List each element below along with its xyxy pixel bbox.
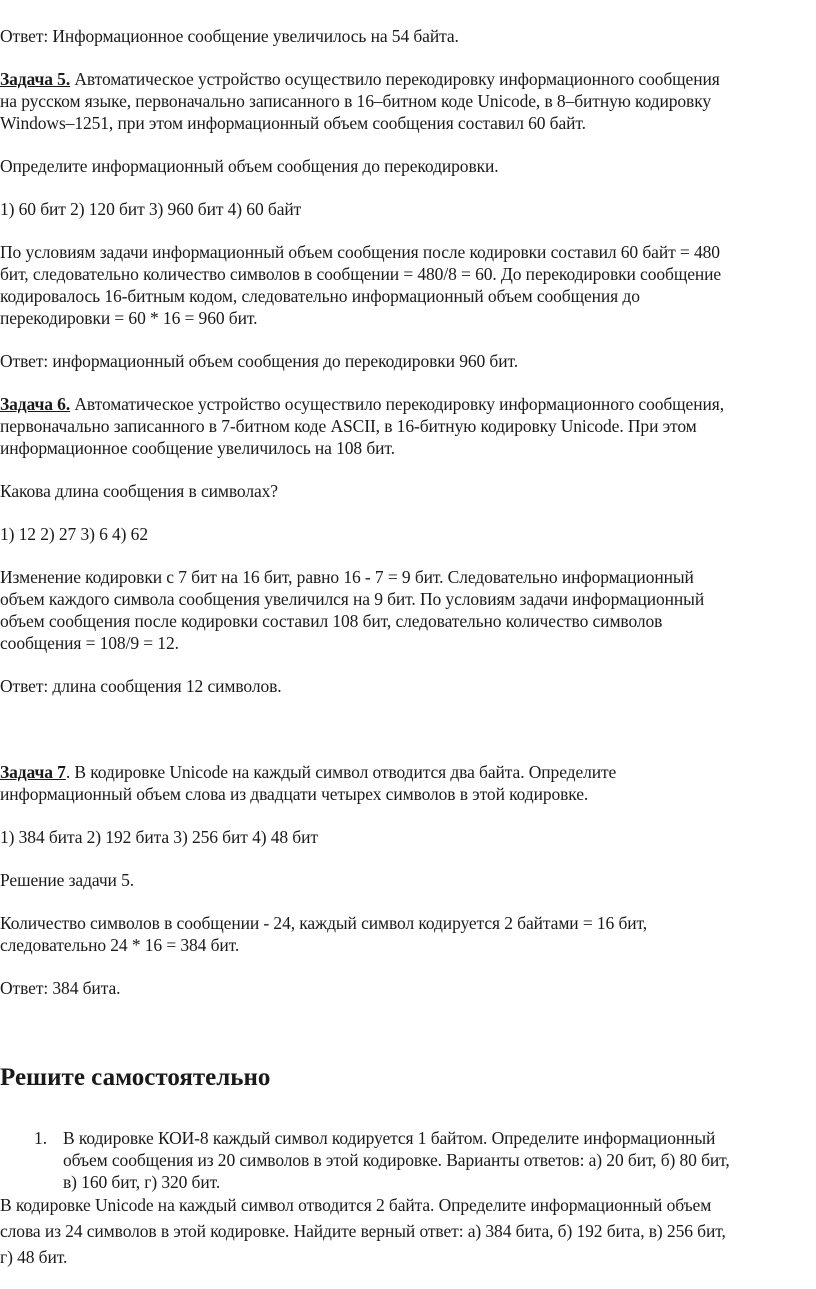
task5-text: Автоматическое устройство осуществило перекодировку информационного сообщения — [70, 69, 720, 89]
task7-solution-line2: следовательно 24 * 16 = 384 бит. — [0, 935, 240, 955]
section-heading: Решите самостоятельно — [0, 1064, 271, 1091]
task6-solution-line3: объем сообщения после кодировки составил 108 бит, следовательно количество символов — [0, 611, 663, 631]
task5-solution-line1: По условиям задачи информационный объем сообщения после кодировки составил 60 байт = 480 — [0, 242, 720, 262]
task7-options: 1) 384 бита 2) 192 бита 3) 256 бит 4) 48 бит — [0, 827, 318, 847]
task7-line2: информационный объем слова из двадцати четырех символов в этой кодировке. — [0, 784, 589, 804]
exercise2-line3: г) 48 бит. — [0, 1247, 68, 1267]
task6-line3: информационное сообщение увеличилось на 108 бит. — [0, 438, 395, 458]
task6-text: Автоматическое устройство осуществило перекодировку информационного сообщения, — [70, 394, 724, 414]
task6-options: 1) 12 2) 27 3) 6 4) 62 — [0, 524, 148, 544]
task5-options: 1) 60 бит 2) 120 бит 3) 960 бит 4) 60 байт — [0, 199, 302, 219]
task7-solution-line1: Количество символов в сообщении - 24, каждый символ кодируется 2 байтами = 16 бит, — [0, 913, 648, 933]
task7-answer: Ответ: 384 бита. — [0, 978, 121, 998]
exercise2-line1: В кодировке Unicode на каждый символ отводится 2 байта. Определите информационный объем — [0, 1195, 712, 1215]
exercise1-number: 1. — [34, 1128, 48, 1148]
task5-line1 — [0, 68, 720, 90]
task5-solution-line3: кодировалось 16-битным кодом, следовательно информационный объем сообщения до — [0, 286, 640, 306]
task5-solution-line4: перекодировки = 60 * 16 = 960 бит. — [0, 308, 258, 328]
task6-answer: Ответ: длина сообщения 12 символов. — [0, 676, 282, 696]
task5-answer: Ответ: информационный объем сообщения до перекодировки 960 бит. — [0, 351, 518, 371]
task7-label: Задача 7 — [0, 762, 66, 782]
exercise2-line2: слова из 24 символов в этой кодировке. Найдите верный ответ: а) 384 бита, б) 192 бита, в) 256 бит, — [0, 1221, 726, 1241]
exercise1-line2: объем сообщения из 20 символов в этой кодировке. Варианты ответов: а) 20 бит, б) 80 бит, — [63, 1150, 730, 1170]
exercise1-line1: В кодировке КОИ-8 каждый символ кодируется 1 байтом. Определите информационный — [63, 1128, 716, 1148]
task5-label: Задача 5. — [0, 69, 71, 89]
answer-task4: Ответ: Информационное сообщение увеличилось на 54 байта. — [0, 26, 459, 46]
task6-solution-line1: Изменение кодировки с 7 бит на 16 бит, равно 16 - 7 = 9 бит. Следовательно информационный — [0, 567, 694, 587]
task6-solution-line4: сообщения = 108/9 = 12. — [0, 633, 179, 653]
task5-solution-line2: бит, следовательно количество символов в сообщении = 480/8 = 60. До перекодировки сообщение — [0, 264, 722, 284]
task7-line1 — [0, 761, 616, 783]
task6-question: Какова длина сообщения в символах? — [0, 481, 278, 501]
task7-text: . В кодировке Unicode на каждый символ отводится два байта. Определите — [65, 762, 617, 782]
exercise1-line3: в) 160 бит, г) 320 бит. — [63, 1172, 221, 1192]
task7-solution-title: Решение задачи 5. — [0, 870, 135, 890]
task5-question: Определите информационный объем сообщения до перекодировки. — [0, 156, 499, 176]
task6-line1 — [0, 393, 724, 415]
task5-line2: на русском языке, первоначально записанного в 16–битном коде Unicode, в 8–битную кодировку — [0, 91, 711, 111]
task6-label: Задача 6. — [0, 394, 71, 414]
task6-line2: первоначально записанного в 7-битном коде ASCII, в 16-битную кодировку Unicode. При этом — [0, 416, 697, 436]
task5-line3: Windows–1251, при этом информационный объем сообщения составил 60 байт. — [0, 113, 586, 133]
task6-solution-line2: объем каждого символа сообщения увеличился на 9 бит. По условиям задачи информационный — [0, 589, 705, 609]
